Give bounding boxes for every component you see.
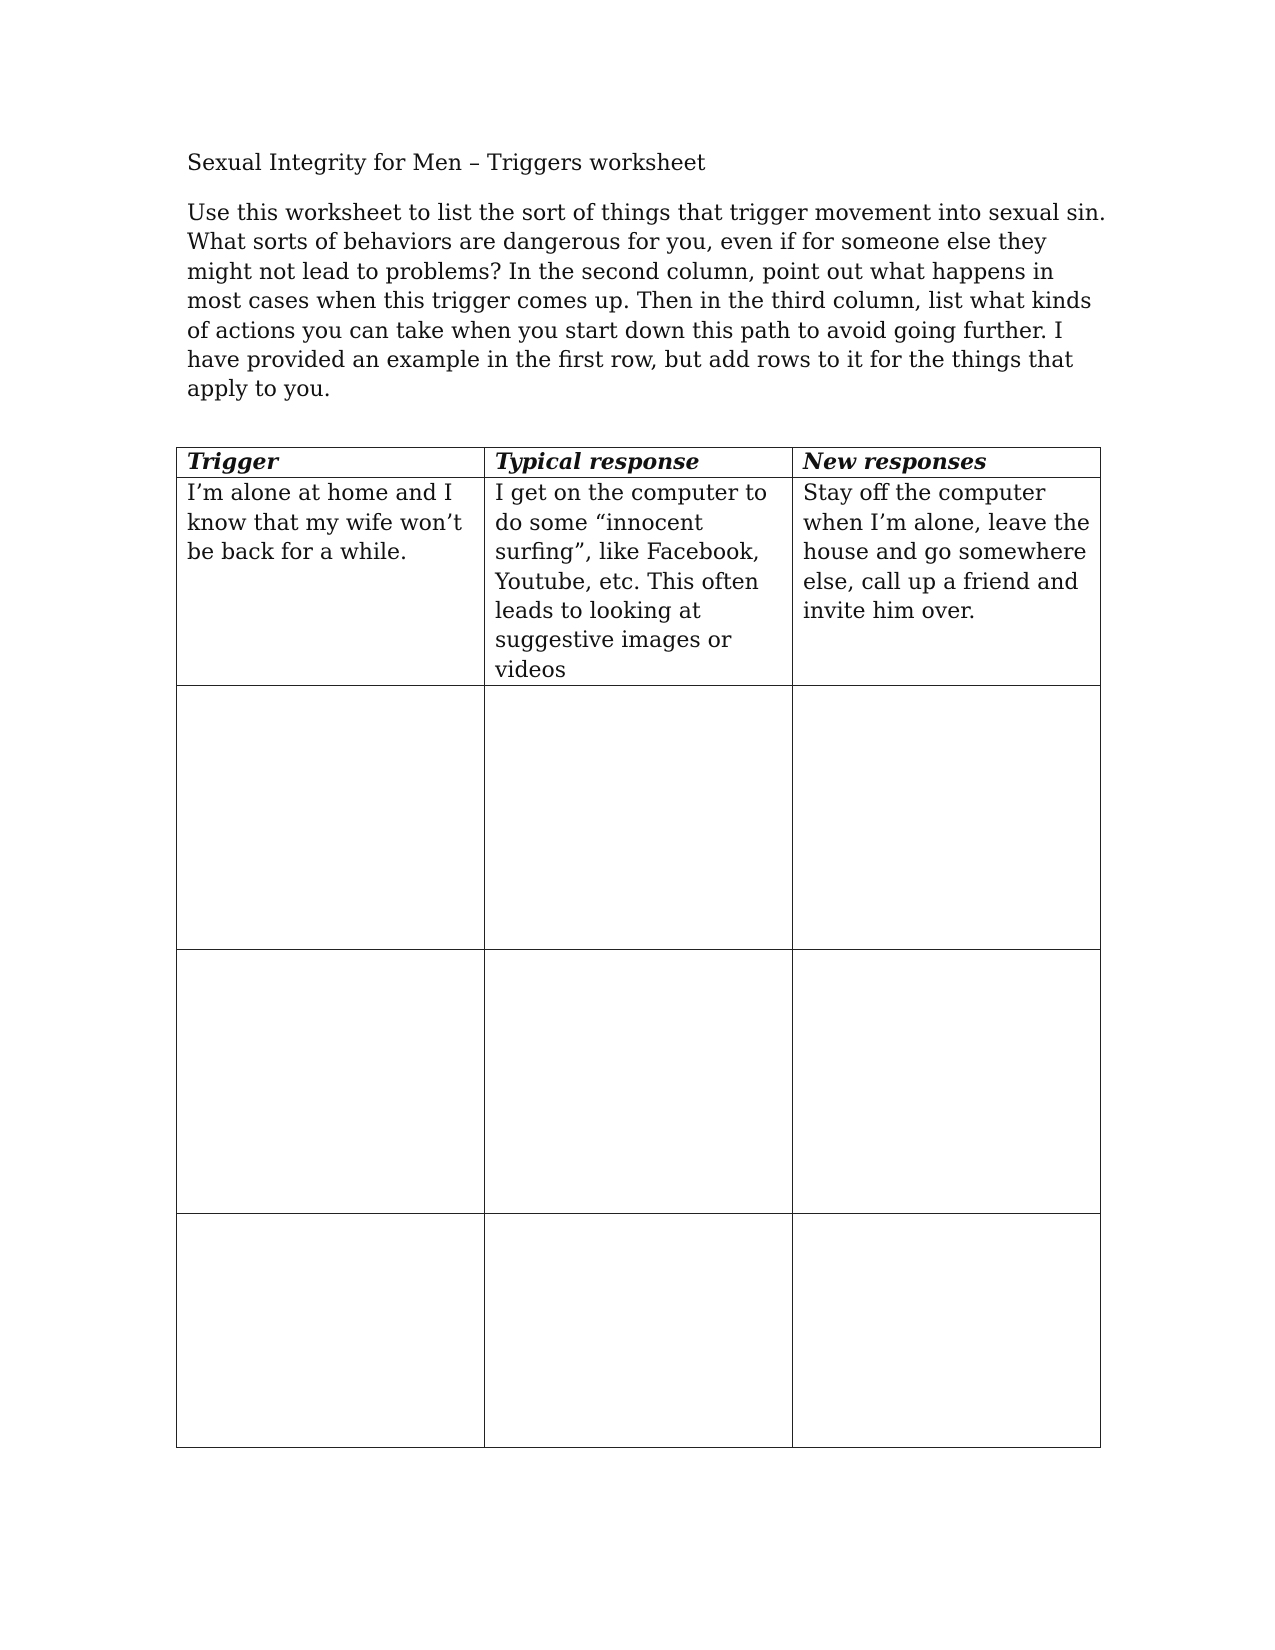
- new-responses-cell[interactable]: [792, 686, 1100, 950]
- table-row: [177, 950, 1101, 1214]
- triggers-table: [176, 447, 1101, 1448]
- example-new-responses-cell[interactable]: Stay off the computer when I’m alone, leave the house and go somewhere else, call up a friend and invite him over.: [792, 478, 1100, 686]
- new-responses-cell[interactable]: [792, 950, 1100, 1214]
- table-row: [177, 686, 1101, 950]
- intro-text: Use this worksheet to list the sort of things that trigger movement into sexual sin. What sorts of behaviors are dangerous for you, even if for someone else they might not lead to problems? In the second column, point out what happens in most cases when this trigger comes up. Then in the third column, list what kinds of actions you can take when you start down this path to avoid going further. I have provided an example in the first row, but add rows to it for the things that apply to you.: [187, 201, 1106, 403]
- header-trigger: Trigger: [177, 448, 485, 478]
- trigger-cell[interactable]: [177, 686, 485, 950]
- example-typical-response-cell[interactable]: I get on the computer to do some “innocent surfing”, like Facebook, Youtube, etc. This often leads to looking at suggestive images or videos: [484, 478, 792, 686]
- example-row: [177, 478, 1101, 686]
- trigger-cell[interactable]: [177, 1214, 485, 1448]
- typical-response-cell[interactable]: [484, 950, 792, 1214]
- example-trigger-cell[interactable]: I’m alone at home and I know that my wife won’t be back for a while.: [177, 478, 485, 686]
- page-title: Sexual Integrity for Men – Triggers worksheet: [187, 151, 706, 176]
- typical-response-cell[interactable]: [484, 1214, 792, 1448]
- typical-response-cell[interactable]: [484, 686, 792, 950]
- header-new-responses: New responses: [792, 448, 1100, 478]
- header-typical-response: Typical response: [484, 448, 792, 478]
- table-header-row: [177, 448, 1101, 478]
- intro-paragraph: [187, 199, 1107, 405]
- new-responses-cell[interactable]: [792, 1214, 1100, 1448]
- trigger-cell[interactable]: [177, 950, 485, 1214]
- table-row: [177, 1214, 1101, 1448]
